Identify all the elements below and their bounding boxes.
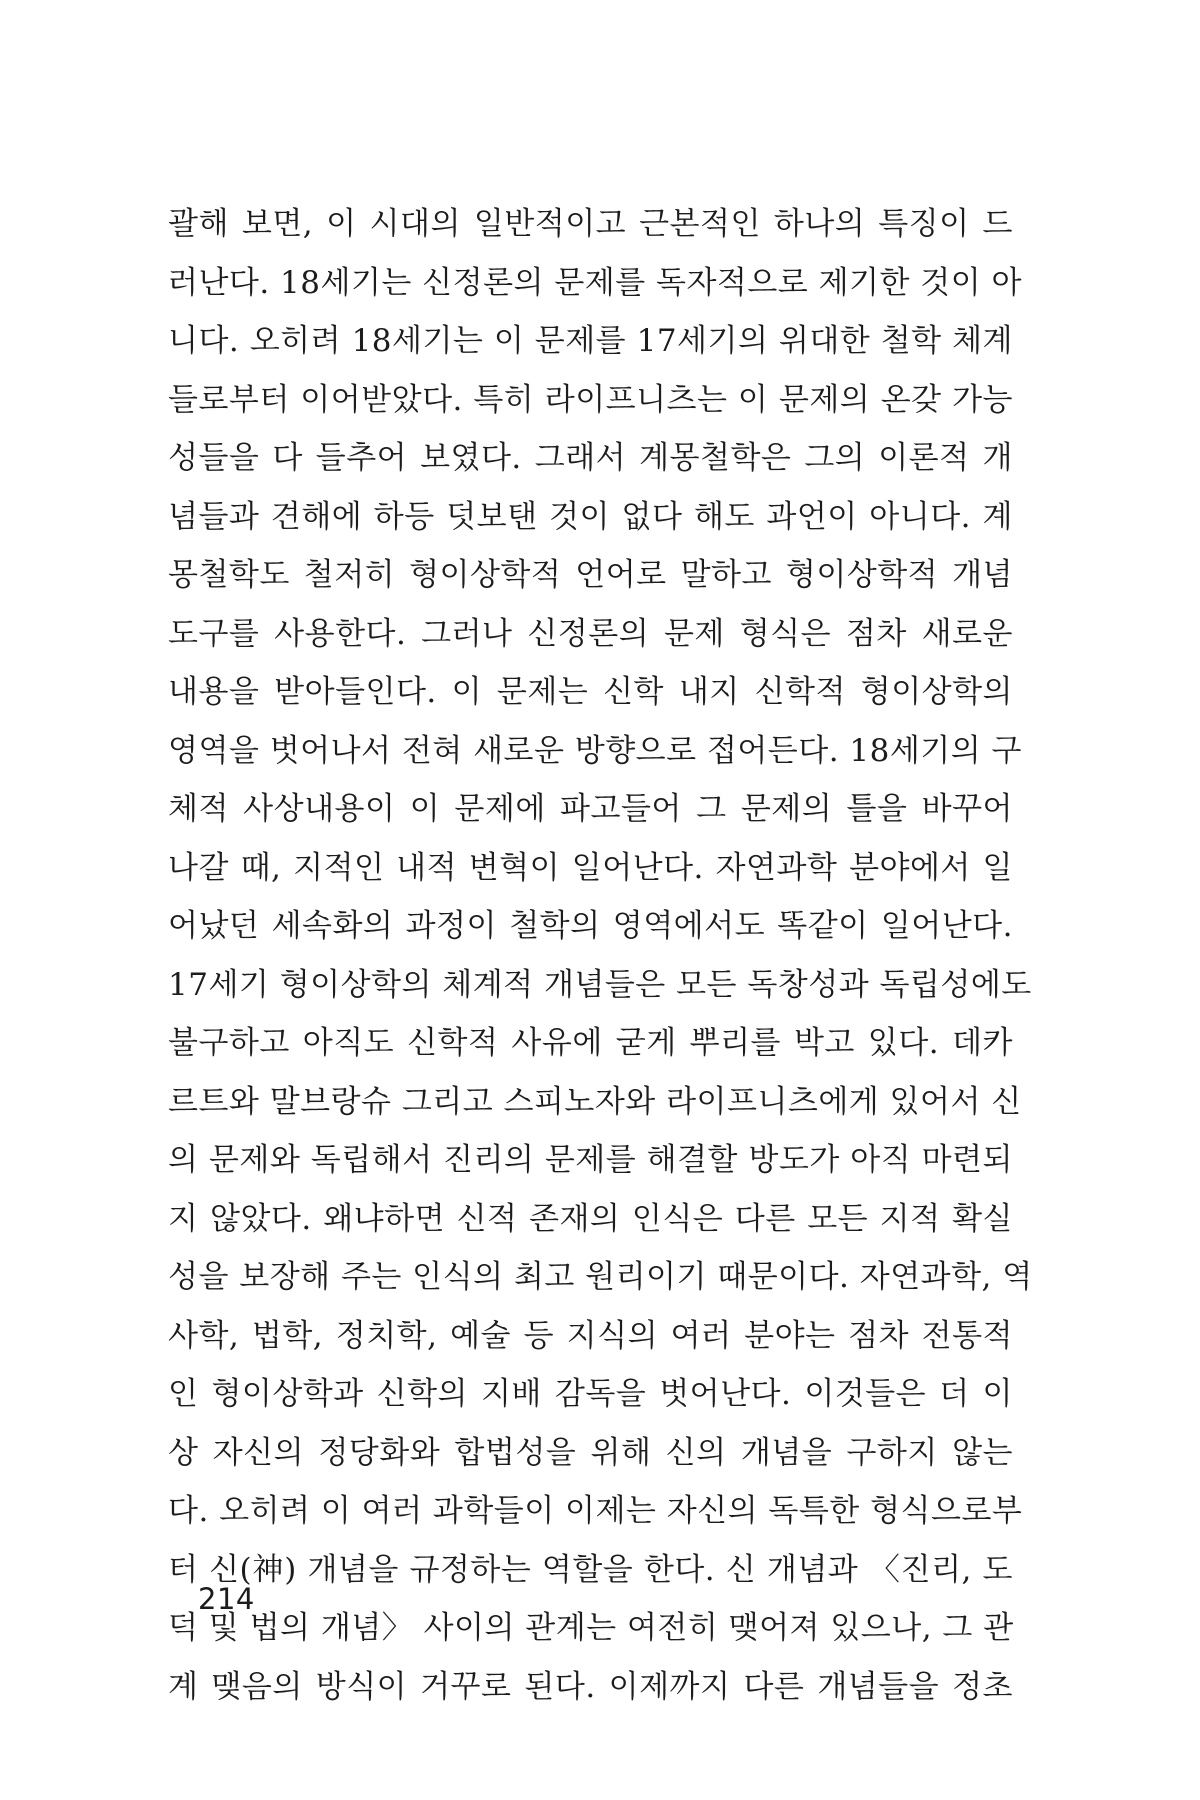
text-line: 계 맺음의 방식이 거꾸로 된다. 이제까지 다른 개념들을 정초: [168, 1668, 1013, 1705]
text-line: 영역을 벗어나서 전혀 새로운 방향으로 접어든다. 18세기의 구: [168, 732, 1022, 769]
text-line: 어났던 세속화의 과정이 철학의 영역에서도 똑같이 일어난다.: [168, 908, 1013, 944]
text-line: 나갈 때, 지적인 내적 변혁이 일어난다. 자연과학 분야에서 일: [168, 849, 1013, 886]
text-line: 불구하고 아직도 신학적 사유에 굳게 뿌리를 박고 있다. 데카: [168, 1025, 1013, 1061]
text-line: 니다. 오히려 18세기는 이 문제를 17세기의 위대한 철학 체계: [168, 323, 1013, 359]
text-line: 17세기 형이상학의 체계적 개념들은 모든 독창성과 독립성에도: [168, 966, 1032, 1003]
text-line: 다. 오히려 이 여러 과학들이 이제는 자신의 독특한 형식으로부: [168, 1493, 1023, 1529]
page-number: 214: [198, 1582, 255, 1616]
text-line: 성들을 다 들추어 보였다. 그래서 계몽철학은 그의 이론적 개: [168, 440, 1013, 476]
text-line: 들로부터 이어받았다. 특히 라이프니츠는 이 문제의 온갖 가능: [168, 381, 1013, 418]
text-line: 체적 사상내용이 이 문제에 파고들어 그 문제의 틀을 바꾸어: [168, 791, 1013, 827]
text-line: 터 신(神) 개념을 규정하는 역할을 한다. 신 개념과 〈진리, 도: [168, 1551, 1013, 1588]
text-line: 념들과 견해에 하등 덧보탠 것이 없다 해도 과언이 아니다. 계: [168, 498, 1013, 535]
text-line: 사학, 법학, 정치학, 예술 등 지식의 여러 분야는 점차 전통적: [168, 1317, 1013, 1354]
text-line: 르트와 말브랑슈 그리고 스피노자와 라이프니츠에게 있어서 신: [168, 1083, 1022, 1120]
text-line: 지 않았다. 왜냐하면 신적 존재의 인식은 다른 모든 지적 확실: [168, 1200, 1013, 1237]
text-line: 괄해 보면, 이 시대의 일반적이고 근본적인 하나의 특징이 드: [168, 206, 1013, 242]
text-line: 덕 및 법의 개념〉 사이의 관계는 여전히 맺어져 있으나, 그 관: [168, 1610, 1014, 1646]
text-line: 내용을 받아들인다. 이 문제는 신학 내지 신학적 형이상학의: [168, 674, 1013, 710]
text-line: 도구를 사용한다. 그러나 신정론의 문제 형식은 점차 새로운: [168, 615, 1013, 652]
body-text: [168, 195, 1033, 1716]
text-line: 상 자신의 정당화와 합법성을 위해 신의 개념을 구하지 않는: [168, 1434, 1013, 1471]
text-line: 인 형이상학과 신학의 지배 감독을 벗어난다. 이것들은 더 이: [168, 1376, 1013, 1412]
text-line: 성을 보장해 주는 인식의 최고 원리이기 때문이다. 자연과학, 역: [168, 1259, 1033, 1295]
text-line: 의 문제와 독립해서 진리의 문제를 해결할 방도가 아직 마련되: [168, 1142, 1013, 1178]
text-line: 러난다. 18세기는 신정론의 문제를 독자적으로 제기한 것이 아: [168, 264, 1022, 301]
text-line: 몽철학도 철저히 형이상학적 언어로 말하고 형이상학적 개념: [168, 557, 1013, 593]
